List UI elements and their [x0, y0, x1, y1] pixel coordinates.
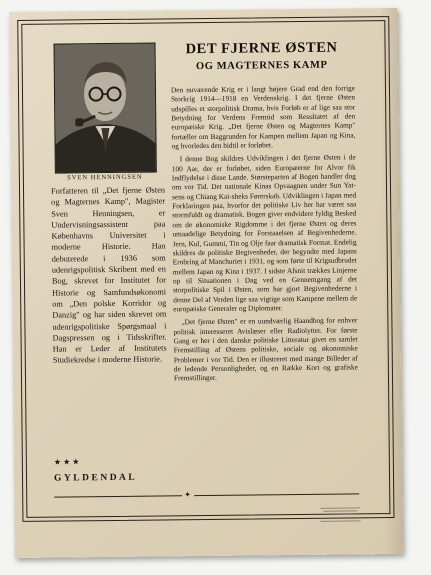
book-subtitle: OG MAGTERNES KAMP	[195, 59, 328, 73]
stars-ornament: ★★★	[53, 457, 82, 467]
book-back-cover	[9, 8, 403, 558]
author-portrait-drawing	[54, 44, 155, 173]
book-description	[171, 83, 358, 387]
description-paragraph: Den nuværende Krig er i langt højere Grad end den forrige Storkrig 1914—1918 en Verdenskrig. I det fjerne Østen udspilles et storpolitisk Drama, hvis Forløb er af lige saa stor Betydning for Verdens Fremtid som Resultatet af den europæiske Krig. „Det fjerne Østen og Magternes Kamp" fortæller om Baggrunden for Kampen mellem Japan og Kina, og hvorledes den hidtil er forløbet.	[170, 83, 356, 151]
star-ornament-icon: ✦	[184, 490, 191, 500]
book-title: DET FJERNE ØSTEN	[185, 39, 338, 58]
library-stamp	[320, 507, 360, 521]
author-biography: Forfatteren til „Det fjerne Østen og Magternes Kamp", Magister Sven Henningsen, er Undervisningsassistent paa Københavns Universitet i moderne Historie. Han debuterede i 1936 som udenrigspolitisk Skribent med en Bog, skrevet for Institutet for Historie og Samfundsøkonomi om „Den polske Korridor og Danzig" og har siden skrevet om udenrigspolitiske Spørgsmaal i Dagspressen og i Tidsskrifter. Han er Leder af Institutets Studiekredse i moderne Historie.	[50, 185, 167, 366]
description-paragraph: I denne Bog skildres Udviklingen i det fjerne Østen i de 100 Aar, der er forløbet, siden Europæerne for Alvor fik Indflydelse i disse Lande. Størsteparten af Bogen handler dog om vor Tid. Det nationale Kinas Opvaagnen under Sun Yat-sens og Chiang Kai-sheks Førerskab. Udviklingen i Japan med Forklaringen paa, hvorfor det politiske Liv her har været saa stormfuldt og dramatisk. Bogen giver endvidere fyldig Besked om de økonomiske Rigdomme i det fjerne Østen og deres umaadelige Betydning for Forstaaelsen af Begivenhederne. Jern, Kul, Gummi, Tin og Olje faar dramatisk Format. Endelig skildres de politiske Begivenheder, der begyndte med Japans Erobring af Manchuriet i 1931, og som førte til Krigsudbrudet mellem Japan og Kina i 1937. I sidste Afsnit trækkes Linjerne op til Situationen i Dag ved en Gennemgang af det storpolitiske Spil i Østen, som har gjort Begivenhederne i denne Del af Verden lige saa vigtige som Kampene mellem de europæiske Generaler og Diplomater.	[171, 152, 358, 314]
author-portrait	[53, 43, 156, 174]
description-paragraph: „Det fjerne Østen" er en uundværlig Haandbog for enhver politisk interesseret Avislæser eller Radiolytter. For første Gang er her i den danske politiske Litteratur givet en samlet Fremstilling af Østens politiske, sociale og økonomiske Problemer i vor Tid. Den er illustreret med mange Billeder af de ledende Personligheder, og en Række Kort og grafiske Fremstillinger.	[173, 315, 358, 383]
publisher-name: GYLDENDAL	[53, 472, 138, 484]
photo-caption: SVEN HENNINGSEN	[67, 173, 143, 182]
